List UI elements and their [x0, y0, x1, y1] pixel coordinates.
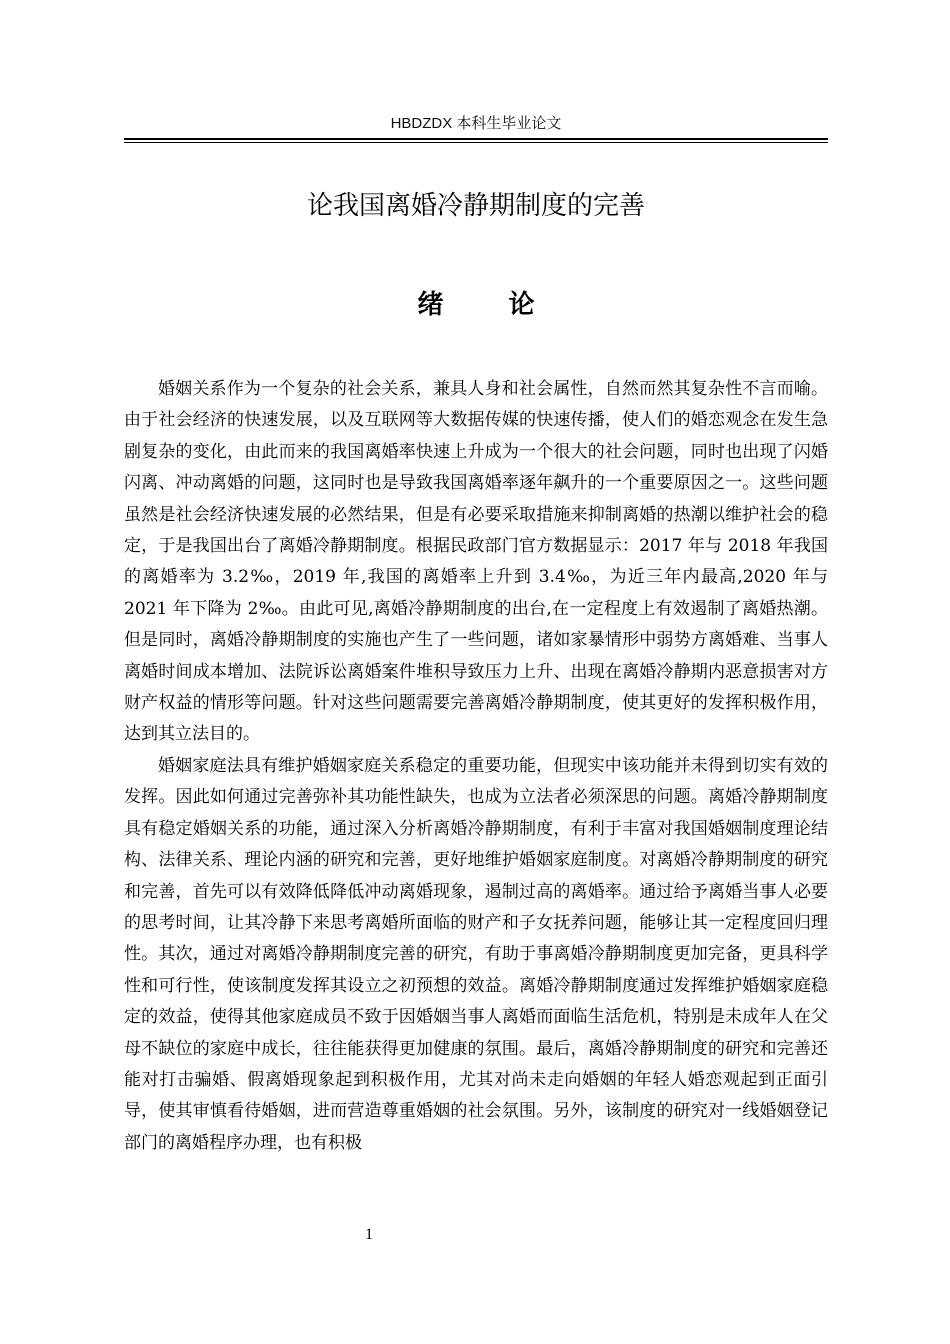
running-header: HBDZDX 本科生毕业论文: [390, 115, 562, 132]
header-rule-thick: [124, 138, 828, 140]
header-rule-thin: [124, 142, 828, 143]
paragraph-1: 婚姻关系作为一个复杂的社会关系，兼具人身和社会属性，自然而然其复杂性不言而喻。由于社会经济的快速发展，以及互联网等大数据传媒的快速传播，使人们的婚恋观念在发生急剧复杂的变化，由此而来的我国离婚率快速上升成为一个很大的社会问题，同时也出现了闪婚闪离、冲动离婚的问题，这同时也是导致我国离婚率逐年飙升的一个重要原因之一。这些问题虽然是社会经济快速发展的必然结果，但是有必要采取措施来抑制离婚的热潮以维护社会的稳定，于是我国出台了离婚冷静期制度。根据民政部门官方数据显示：2017 年与 2018 年我国的离婚率为 3.2‰，2019 年,我国的离婚率上升到 3.4‰，为近三年内最高,2020 年与 2021 年下降为 2‰。由此可见,离婚冷静期制度的出台,在一定程度上有效遏制了离婚热潮。但是同时，离婚冷静期制度的实施也产生了一些问题，诸如家暴情形中弱势方离婚难、当事人离婚时间成本增加、法院诉讼离婚案件堆积导致压力上升、出现在离婚冷静期内恶意损害对方财产权益的情形等问题。针对这些问题需要完善离婚冷静期制度，使其更好的发挥积极作用，达到其立法目的。: [124, 379, 828, 745]
page-number: 1: [365, 1226, 373, 1243]
paper-title: 论我国离婚冷静期制度的完善: [306, 191, 645, 221]
section-heading: 绪 论: [417, 290, 563, 320]
paragraph-2: 婚姻家庭法具有维护婚姻家庭关系稳定的重要功能，但现实中该功能并未得到切实有效的发挥。因此如何通过完善弥补其功能性缺失，也成为立法者必须深思的问题。离婚冷静期制度具有稳定婚姻关系的功能，通过深入分析离婚冷静期制度，有利于丰富对我国婚姻制度理论结构、法律关系、理论内涵的研究和完善，更好地维护婚姻家庭制度。对离婚冷静期制度的研究和完善，首先可以有效降低降低冲动离婚现象，遏制过高的离婚率。通过给予离婚当事人必要的思考时间，让其冷静下来思考离婚所面临的财产和子女抚养问题，能够让其一定程度回归理性。其次，通过对离婚冷静期制度完善的研究，有助于事离婚冷静期制度更加完备，更具科学性和可行性，使该制度发挥其设立之初预想的效益。离婚冷静期制度通过发挥维护婚姻家庭稳定的效益，使得其他家庭成员不致于因婚姻当事人离婚而面临生活危机，特别是未成年人在父母不缺位的家庭中成长，往往能获得更加健康的氛围。最后，离婚冷静期制度的研究和完善还能对打击骗婚、假离婚现象起到积极作用，尤其对尚未走向婚姻的年轻人婚恋观起到正面引导，使其审慎看待婚姻，进而营造尊重婚姻的社会氛围。另外，该制度的研究对一线婚姻登记部门的离婚程序办理，也有积极: [124, 755, 828, 1153]
body-text: [124, 374, 828, 1159]
